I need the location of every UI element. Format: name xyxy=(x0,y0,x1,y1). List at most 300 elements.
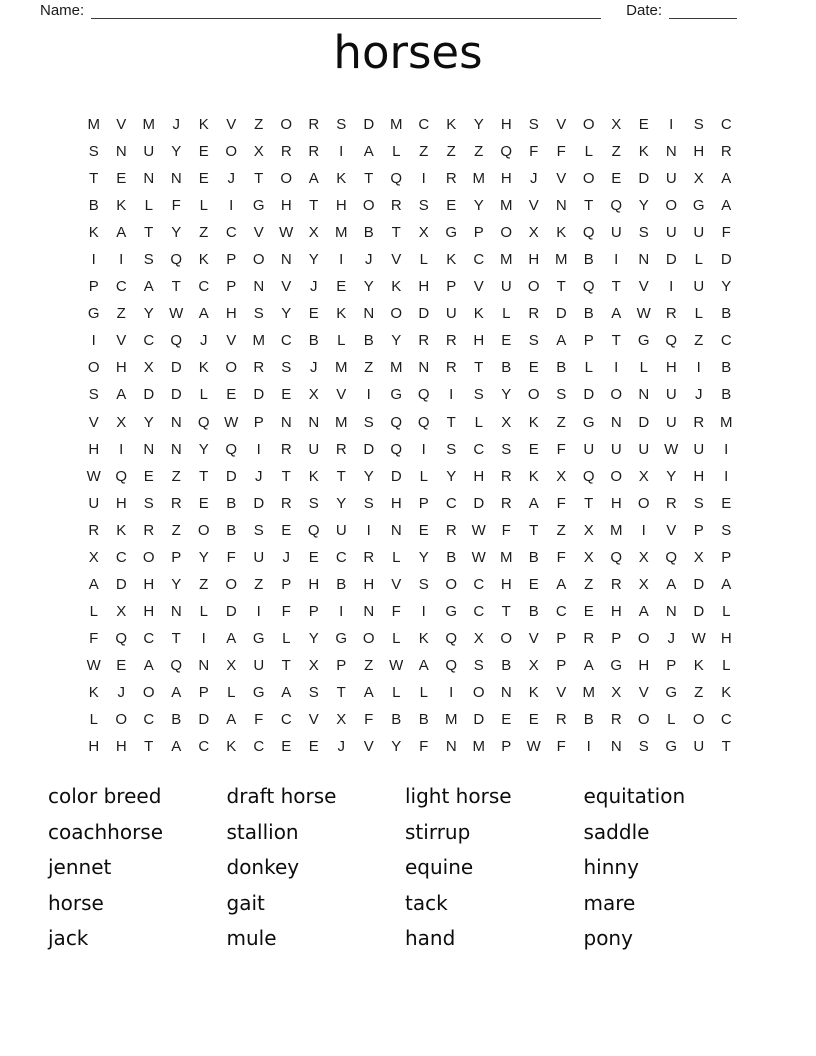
grid-cell: W xyxy=(389,656,404,674)
grid-cell: W xyxy=(526,738,541,756)
grid-cell: I xyxy=(449,684,454,701)
grid-cell: O xyxy=(527,278,540,296)
grid-cell: E xyxy=(143,467,154,485)
grid-cell: D xyxy=(363,116,375,134)
grid-cell: Q xyxy=(170,656,183,674)
grid-cell: T xyxy=(144,738,154,756)
grid-cell: G xyxy=(582,413,595,431)
word-list-item: tack xyxy=(405,890,448,915)
grid-cell: D xyxy=(693,575,705,593)
grid-cell: K xyxy=(116,521,127,539)
grid-cell: O xyxy=(472,684,485,701)
grid-cell: I xyxy=(119,251,124,269)
grid-cell: B xyxy=(556,359,567,377)
grid-cell: E xyxy=(281,521,292,539)
grid-cell: E xyxy=(528,440,539,458)
grid-cell: E xyxy=(721,494,732,512)
grid-cell: H xyxy=(418,278,430,296)
grid-cell: L xyxy=(419,684,428,701)
grid-cell: Y xyxy=(198,440,209,458)
grid-cell: R xyxy=(500,494,512,512)
grid-cell: U xyxy=(665,386,677,404)
grid-cell: H xyxy=(280,197,292,215)
grid-cell: G xyxy=(252,629,265,647)
grid-cell: B xyxy=(226,494,237,512)
grid-cell: C xyxy=(473,251,485,269)
word-list-item: color breed xyxy=(48,784,162,808)
grid-cell: E xyxy=(528,359,539,377)
grid-cell: F xyxy=(556,494,566,512)
grid-cell: X xyxy=(473,629,484,647)
grid-cell: L xyxy=(199,602,208,620)
grid-cell: K xyxy=(638,143,649,161)
grid-cell: S xyxy=(528,116,539,134)
grid-cell: I xyxy=(614,251,619,269)
grid-cell: M xyxy=(555,251,568,269)
grid-cell: E xyxy=(281,386,292,404)
grid-cell: M xyxy=(390,359,403,377)
word-list-column xyxy=(584,779,763,957)
grid-cell: N xyxy=(638,386,650,404)
grid-cell: A xyxy=(721,170,732,188)
grid-cell: J xyxy=(695,386,703,404)
grid-cell: Y xyxy=(281,305,292,323)
grid-cell: H xyxy=(610,494,622,512)
grid-cell: Q xyxy=(417,386,430,404)
grid-cell: Y xyxy=(143,413,154,431)
word-list-item: jennet xyxy=(48,855,112,880)
grid-cell: E xyxy=(611,170,622,188)
grid-cell: I xyxy=(614,359,619,377)
grid-cell: V xyxy=(308,711,319,729)
grid-cell: X xyxy=(638,575,649,593)
grid-cell: J xyxy=(667,629,675,647)
grid-cell: I xyxy=(366,386,371,404)
grid-cell: H xyxy=(665,359,677,377)
grid-cell: C xyxy=(225,224,237,242)
grid-cell: T xyxy=(309,197,319,215)
grid-cell: M xyxy=(335,224,348,242)
grid-cell: S xyxy=(281,359,292,377)
grid-cell: M xyxy=(142,116,155,134)
grid-cell: H xyxy=(720,629,732,647)
grid-cell: S xyxy=(418,575,429,593)
grid-cell: I xyxy=(91,332,96,350)
grid-cell: N xyxy=(115,143,127,161)
grid-cell: C xyxy=(555,602,567,620)
grid-cell: X xyxy=(143,359,154,377)
grid-cell: O xyxy=(362,197,375,215)
grid-cell: N xyxy=(170,440,182,458)
grid-cell: A xyxy=(88,575,99,593)
grid-cell: O xyxy=(280,170,293,188)
grid-cell: O xyxy=(665,197,678,215)
grid-cell: O xyxy=(225,359,238,377)
grid-cell: L xyxy=(419,251,428,269)
grid-cell: V xyxy=(363,738,374,756)
grid-cell: T xyxy=(199,467,209,485)
grid-cell: C xyxy=(418,116,430,134)
grid-cell: B xyxy=(391,711,402,729)
grid-cell: X xyxy=(583,548,594,566)
grid-cell: E xyxy=(528,575,539,593)
date-blank-line xyxy=(669,3,737,19)
grid-cell: L xyxy=(667,711,676,729)
grid-cell: J xyxy=(255,467,263,485)
grid-cell: F xyxy=(254,711,264,729)
grid-cell: P xyxy=(501,738,512,756)
grid-cell: K xyxy=(198,251,209,269)
grid-cell: W xyxy=(664,440,679,458)
grid-cell: C xyxy=(115,548,127,566)
grid-cell: V xyxy=(556,170,567,188)
grid-cell: P xyxy=(198,684,209,701)
grid-cell: N xyxy=(445,738,457,756)
grid-cell: V xyxy=(116,116,127,134)
grid-cell: U xyxy=(665,170,677,188)
grid-cell: I xyxy=(339,251,344,269)
grid-cell: O xyxy=(637,494,650,512)
grid-cell: O xyxy=(390,305,403,323)
grid-cell: S xyxy=(253,305,264,323)
grid-cell: N xyxy=(280,413,292,431)
grid-cell: H xyxy=(638,656,650,674)
grid-cell: X xyxy=(638,548,649,566)
grid-cell: A xyxy=(171,738,182,756)
grid-cell: Y xyxy=(336,494,347,512)
grid-cell: M xyxy=(445,711,458,729)
grid-cell: O xyxy=(87,359,100,377)
grid-cell: Q xyxy=(665,332,678,350)
grid-cell: A xyxy=(721,197,732,215)
grid-cell: I xyxy=(91,251,96,269)
grid-cell: I xyxy=(669,116,674,134)
grid-cell: X xyxy=(116,413,127,431)
grid-cell: J xyxy=(172,116,180,134)
grid-cell: B xyxy=(721,359,732,377)
grid-cell: Y xyxy=(721,278,732,296)
word-list-item: jack xyxy=(48,926,89,951)
grid-cell: R xyxy=(610,711,622,729)
grid-cell: H xyxy=(473,467,485,485)
grid-cell: Y xyxy=(143,305,154,323)
grid-cell: S xyxy=(143,251,154,269)
grid-cell: T xyxy=(254,170,264,188)
grid-cell: O xyxy=(610,386,623,404)
grid-cell: L xyxy=(584,143,593,161)
grid-cell: X xyxy=(226,656,237,674)
grid-cell: S xyxy=(693,116,704,134)
grid-cell: Q xyxy=(390,440,403,458)
grid-cell: Q xyxy=(417,413,430,431)
grid-cell: R xyxy=(693,413,705,431)
grid-cell: C xyxy=(720,332,732,350)
grid-cell: X xyxy=(638,467,649,485)
grid-cell: Y xyxy=(171,224,182,242)
grid-cell: X xyxy=(308,656,319,674)
date-label: Date: xyxy=(626,2,662,19)
grid-cell: L xyxy=(144,197,153,215)
grid-cell: U xyxy=(693,738,705,756)
grid-cell: X xyxy=(116,602,127,620)
grid-cell: S xyxy=(473,656,484,674)
grid-cell: U xyxy=(308,440,320,458)
grid-cell: T xyxy=(336,684,346,701)
grid-cell: C xyxy=(253,738,265,756)
grid-cell: A xyxy=(556,332,567,350)
grid-cell: D xyxy=(473,711,485,729)
grid-cell: I xyxy=(669,278,674,296)
grid-cell: S xyxy=(336,116,347,134)
grid-cell: D xyxy=(418,305,430,323)
grid-cell: R xyxy=(363,548,375,566)
grid-cell: P xyxy=(171,548,182,566)
grid-cell: H xyxy=(115,359,127,377)
grid-cell: T xyxy=(171,629,181,647)
grid-cell: G xyxy=(252,197,265,215)
grid-cell: H xyxy=(693,143,705,161)
grid-cell: H xyxy=(610,602,622,620)
grid-cell: T xyxy=(474,359,484,377)
word-list xyxy=(48,779,762,957)
grid-cell: D xyxy=(693,602,705,620)
grid-cell: Q xyxy=(170,251,183,269)
grid-cell: R xyxy=(308,143,320,161)
grid-cell: F xyxy=(529,143,539,161)
grid-cell: R xyxy=(418,332,430,350)
grid-cell: N xyxy=(610,413,622,431)
grid-cell: F xyxy=(556,548,566,566)
grid-cell: Q xyxy=(307,521,320,539)
grid-cell: O xyxy=(500,629,513,647)
grid-cell: K xyxy=(88,684,99,701)
grid-cell: P xyxy=(418,494,429,512)
grid-cell: I xyxy=(586,738,591,756)
grid-cell: A xyxy=(198,305,209,323)
grid-cell: U xyxy=(693,278,705,296)
grid-cell: L xyxy=(639,359,648,377)
grid-cell: P xyxy=(226,278,237,296)
grid-cell: M xyxy=(472,170,485,188)
grid-cell: O xyxy=(142,684,155,701)
grid-cell: F xyxy=(281,602,291,620)
grid-cell: Z xyxy=(171,467,181,485)
grid-cell: E xyxy=(418,521,429,539)
grid-cell: J xyxy=(282,548,290,566)
grid-cell: Q xyxy=(390,170,403,188)
grid-cell: T xyxy=(281,656,291,674)
grid-cell: Q xyxy=(582,224,595,242)
grid-cell: D xyxy=(555,305,567,323)
grid-cell: S xyxy=(308,494,319,512)
grid-cell: B xyxy=(446,548,457,566)
grid-cell: R xyxy=(445,332,457,350)
word-list-column xyxy=(405,779,584,957)
grid-cell: Z xyxy=(694,684,704,701)
word-list-item: stallion xyxy=(226,819,299,844)
grid-cell: Y xyxy=(308,629,319,647)
grid-cell: O xyxy=(225,575,238,593)
grid-cell: L xyxy=(282,629,291,647)
grid-cell: S xyxy=(308,684,319,701)
grid-cell: I xyxy=(696,359,701,377)
grid-cell: U xyxy=(610,440,622,458)
grid-cell: I xyxy=(421,602,426,620)
grid-cell: P xyxy=(693,521,704,539)
grid-cell: X xyxy=(528,656,539,674)
grid-cell: N xyxy=(308,413,320,431)
grid-cell: Z xyxy=(171,521,181,539)
grid-cell: X xyxy=(556,467,567,485)
grid-cell: T xyxy=(281,467,291,485)
grid-cell: W xyxy=(279,224,294,242)
grid-cell: J xyxy=(530,170,538,188)
grid-cell: T xyxy=(89,170,99,188)
grid-cell: G xyxy=(637,332,650,350)
grid-cell: I xyxy=(119,440,124,458)
word-list-item: stirrup xyxy=(405,819,471,844)
grid-cell: V xyxy=(226,332,237,350)
grid-cell: U xyxy=(693,224,705,242)
grid-cell: X xyxy=(336,711,347,729)
grid-cell: L xyxy=(89,711,98,729)
grid-cell: M xyxy=(472,738,485,756)
grid-cell: S xyxy=(528,332,539,350)
grid-cell: I xyxy=(256,602,261,620)
grid-cell: T xyxy=(611,332,621,350)
grid-cell: Z xyxy=(364,656,374,674)
grid-cell: E xyxy=(281,738,292,756)
grid-cell: F xyxy=(391,602,401,620)
grid-cell: R xyxy=(445,170,457,188)
grid-cell: J xyxy=(227,170,235,188)
grid-cell: Y xyxy=(363,467,374,485)
grid-cell: S xyxy=(721,521,732,539)
grid-cell: I xyxy=(641,521,646,539)
grid-cell: N xyxy=(555,197,567,215)
grid-cell: S xyxy=(88,143,99,161)
grid-cell: Y xyxy=(391,332,402,350)
grid-cell: G xyxy=(445,602,458,620)
grid-cell: Y xyxy=(418,548,429,566)
grid-cell: N xyxy=(198,656,210,674)
grid-cell: X xyxy=(583,521,594,539)
grid-cell: E xyxy=(226,386,237,404)
grid-cell: Z xyxy=(556,413,566,431)
grid-cell: H xyxy=(693,467,705,485)
grid-cell: M xyxy=(335,359,348,377)
grid-cell: Z xyxy=(694,332,704,350)
grid-cell: B xyxy=(88,197,99,215)
grid-cell: G xyxy=(665,738,678,756)
grid-cell: F xyxy=(556,143,566,161)
grid-cell: Q xyxy=(610,548,623,566)
grid-cell: H xyxy=(500,575,512,593)
grid-cell: Y xyxy=(198,548,209,566)
grid-cell: P xyxy=(721,548,732,566)
grid-cell: K xyxy=(473,305,484,323)
grid-cell: S xyxy=(363,413,374,431)
grid-cell: E xyxy=(308,738,319,756)
grid-cell: Q xyxy=(197,413,210,431)
grid-cell: R xyxy=(280,143,292,161)
grid-cell: S xyxy=(501,440,512,458)
grid-cell: K xyxy=(446,116,457,134)
word-list-item: saddle xyxy=(583,819,650,844)
grid-cell: S xyxy=(363,494,374,512)
grid-cell: H xyxy=(335,197,347,215)
word-search-grid xyxy=(80,111,740,760)
word-list-item: hinny xyxy=(583,855,639,880)
grid-cell: R xyxy=(143,521,155,539)
grid-cell: D xyxy=(363,440,375,458)
grid-cell: Q xyxy=(610,197,623,215)
worksheet-header xyxy=(40,2,737,20)
grid-cell: E xyxy=(446,197,457,215)
grid-cell: V xyxy=(556,684,567,701)
grid-cell: G xyxy=(665,684,678,701)
grid-cell: U xyxy=(693,440,705,458)
grid-cell: S xyxy=(638,738,649,756)
grid-cell: Y xyxy=(666,467,677,485)
grid-cell: A xyxy=(556,575,567,593)
grid-cell: A xyxy=(143,656,154,674)
grid-cell: E xyxy=(336,278,347,296)
word-list-item: horse xyxy=(48,890,104,915)
grid-cell: J xyxy=(310,359,318,377)
grid-cell: C xyxy=(473,602,485,620)
grid-cell: C xyxy=(335,548,347,566)
grid-cell: M xyxy=(252,332,265,350)
grid-cell: Q xyxy=(582,467,595,485)
grid-cell: B xyxy=(721,305,732,323)
grid-cell: B xyxy=(501,359,512,377)
grid-cell: M xyxy=(610,521,623,539)
grid-cell: R xyxy=(610,575,622,593)
grid-cell: W xyxy=(224,413,239,431)
grid-cell: Y xyxy=(171,575,182,593)
grid-cell: H xyxy=(115,494,127,512)
grid-cell: U xyxy=(88,494,100,512)
grid-cell: W xyxy=(86,656,101,674)
grid-cell: X xyxy=(501,413,512,431)
grid-cell: S xyxy=(253,521,264,539)
grid-cell: D xyxy=(253,494,265,512)
word-list-item: coachhorse xyxy=(48,819,164,844)
grid-cell: W xyxy=(471,548,486,566)
grid-cell: L xyxy=(694,251,703,269)
grid-cell: P xyxy=(308,602,319,620)
word-list-item: mare xyxy=(583,890,636,915)
grid-cell: Z xyxy=(446,143,456,161)
grid-cell: M xyxy=(390,116,403,134)
grid-cell: D xyxy=(720,251,732,269)
grid-cell: D xyxy=(170,359,182,377)
grid-cell: F xyxy=(89,629,99,647)
grid-cell: N xyxy=(390,521,402,539)
grid-cell: T xyxy=(144,224,154,242)
grid-cell: V xyxy=(528,197,539,215)
grid-cell: Q xyxy=(115,467,128,485)
grid-cell: Z xyxy=(199,224,209,242)
grid-cell: B xyxy=(418,711,429,729)
grid-cell: N xyxy=(170,413,182,431)
grid-cell: R xyxy=(500,467,512,485)
grid-cell: U xyxy=(335,521,347,539)
grid-cell: B xyxy=(583,711,594,729)
grid-cell: Y xyxy=(391,738,402,756)
grid-cell: D xyxy=(583,386,595,404)
